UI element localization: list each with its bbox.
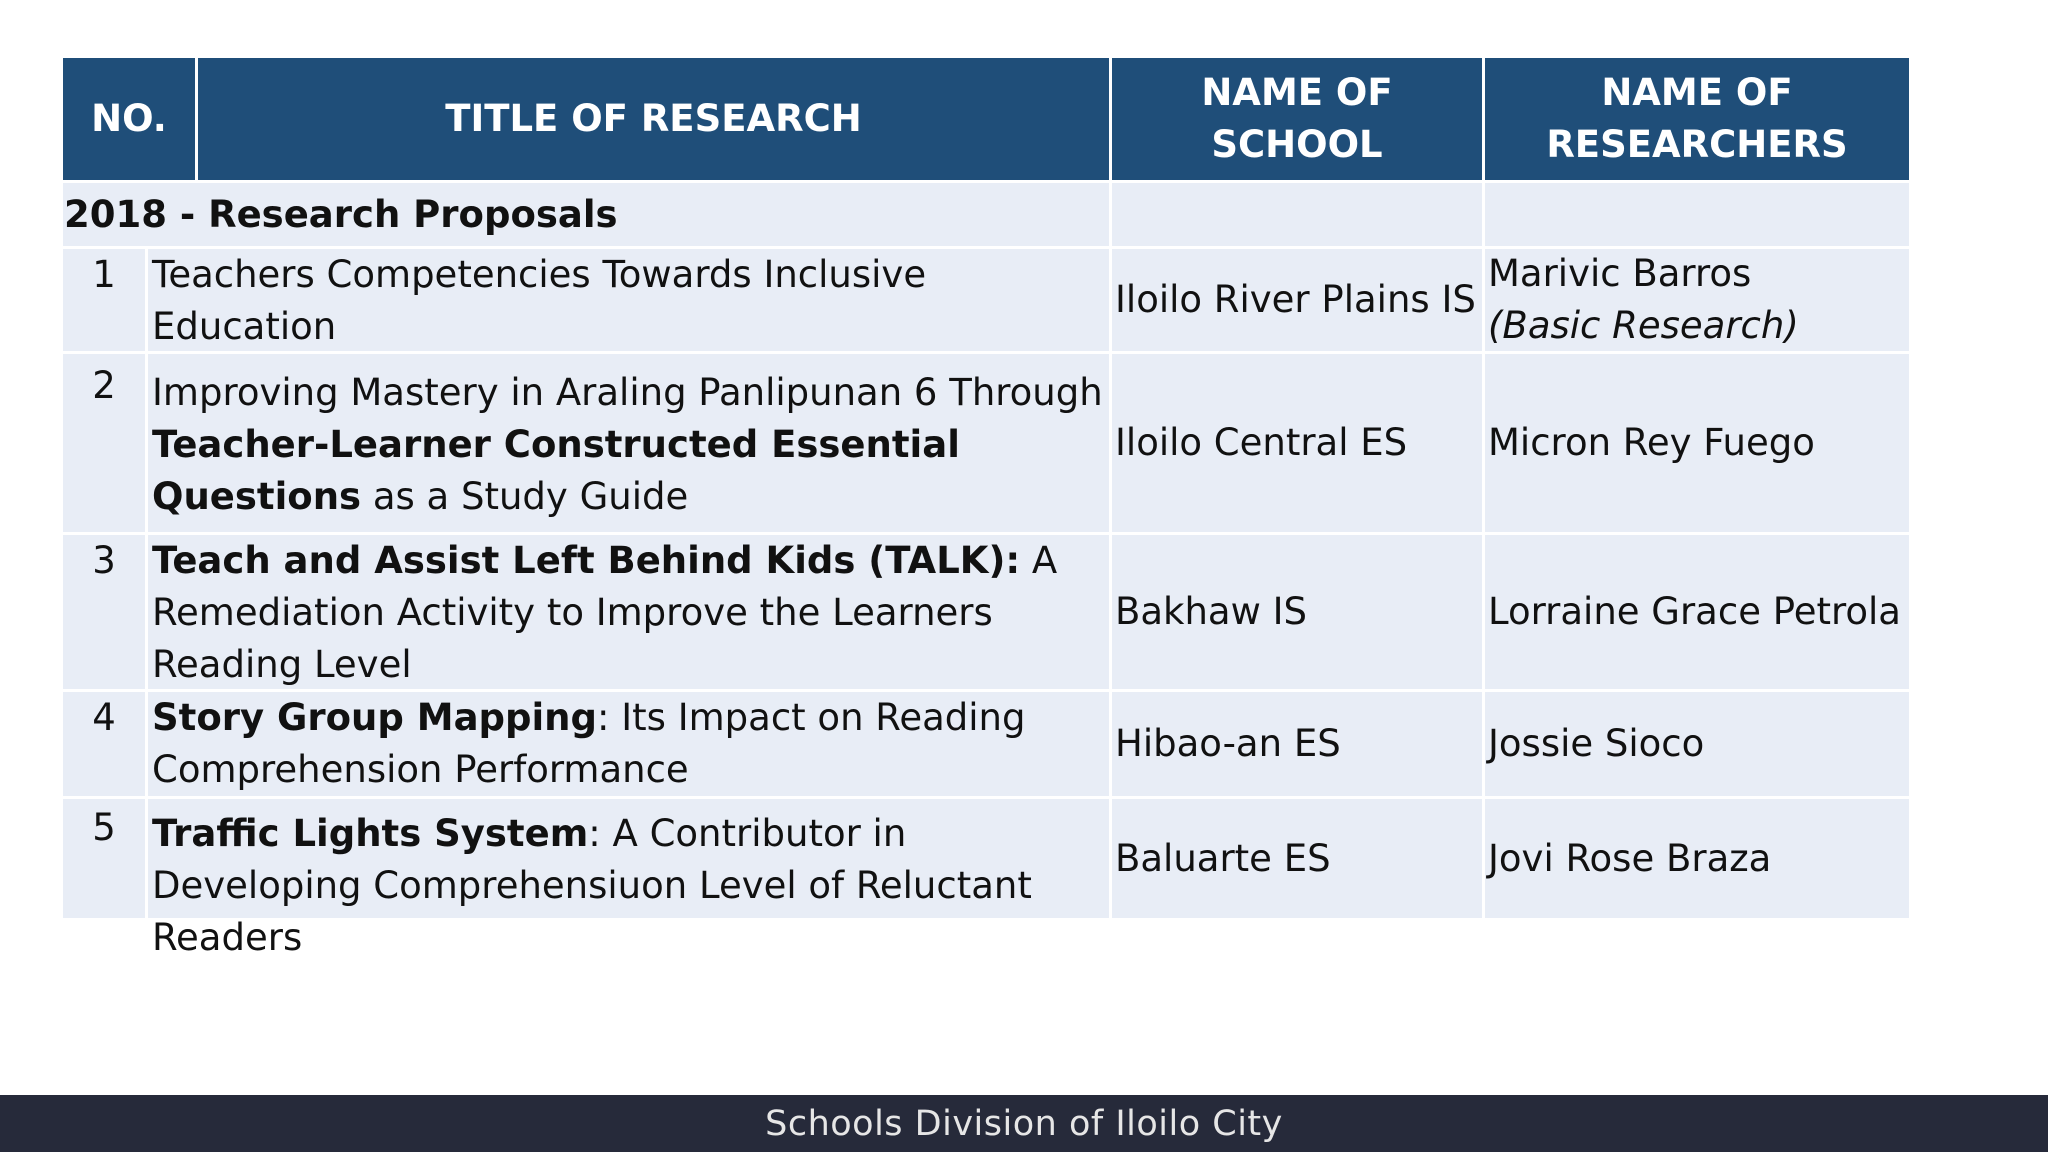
research-table (63, 58, 1909, 959)
row-title-bold: Teach and Assist Left Behind Kids (TALK): (152, 539, 1021, 582)
row-title-text: Teachers Competencies Towards Inclusive Education (152, 253, 927, 348)
row-number: 2 (92, 364, 116, 407)
table-row (63, 532, 1909, 689)
row-school: Hibao-an ES (1109, 692, 1482, 796)
group-empty-school (1109, 183, 1482, 246)
row-title-post: as a Study Guide (361, 475, 689, 518)
row-title (145, 692, 1109, 796)
table-row (63, 689, 1909, 796)
header-researchers-line1: NAME OF (1601, 71, 1793, 114)
table-row (63, 246, 1909, 351)
row-title (145, 535, 1109, 689)
row-title (145, 249, 1109, 351)
researcher-name: Micron Rey Fuego (1488, 421, 1815, 464)
row-title (145, 799, 1109, 959)
row-researcher (1482, 692, 1909, 796)
header-researchers-line2: RESEARCHERS (1546, 123, 1848, 166)
row-number: 1 (92, 253, 116, 296)
row-researcher (1482, 535, 1909, 689)
footer-bar (0, 1095, 2048, 1152)
researcher-name: Marivic Barros (1488, 252, 1752, 295)
row-title-post: : A Contributor in Developing Comprehensiuon Level of Reluctant Readers (152, 812, 1032, 959)
row-school: Iloilo River Plains IS (1109, 249, 1482, 351)
researcher-name: Lorraine Grace Petrola (1488, 590, 1901, 633)
row-school: Baluarte ES (1109, 799, 1482, 918)
footer-text: Schools Division of Iloilo City (765, 1103, 1283, 1144)
row-title-post: A Remediation Activity to Improve the Learners Reading Level (152, 539, 1058, 686)
group-row (63, 180, 1909, 246)
header-researchers (1482, 58, 1909, 180)
row-title-bold: Teacher-Learner Constructed Essential Questions (152, 423, 960, 518)
row-number: 3 (92, 539, 116, 582)
header-title: TITLE OF RESEARCH (195, 58, 1109, 180)
table-row (63, 351, 1909, 532)
header-no: NO. (91, 97, 167, 140)
row-number: 4 (92, 696, 116, 739)
researcher-name: Jovi Rose Braza (1488, 836, 1772, 880)
row-title-pre: Improving Mastery in Araling Panlipunan 6 Through (152, 371, 1103, 414)
row-title (145, 354, 1109, 532)
group-empty-researchers (1482, 183, 1909, 246)
row-researcher (1482, 354, 1909, 532)
header-school: NAME OF SCHOOL (1109, 58, 1482, 180)
researcher-note: (Basic Research) (1488, 304, 1799, 347)
row-school: Iloilo Central ES (1109, 354, 1482, 532)
row-title-bold: Traffic Lights System (152, 812, 589, 855)
row-school: Bakhaw IS (1109, 535, 1482, 689)
row-title-bold: Story Group Mapping (152, 696, 598, 739)
table-row (63, 796, 1909, 959)
row-title-post: : Its Impact on Reading Comprehension Performance (152, 696, 1026, 791)
group-label: 2018 - Research Proposals (64, 193, 618, 236)
researcher-name: Jossie Sioco (1488, 722, 1705, 765)
row-researcher (1482, 799, 1909, 918)
row-researcher (1482, 249, 1909, 351)
row-number: 5 (92, 806, 116, 849)
table-header-row (63, 58, 1909, 180)
